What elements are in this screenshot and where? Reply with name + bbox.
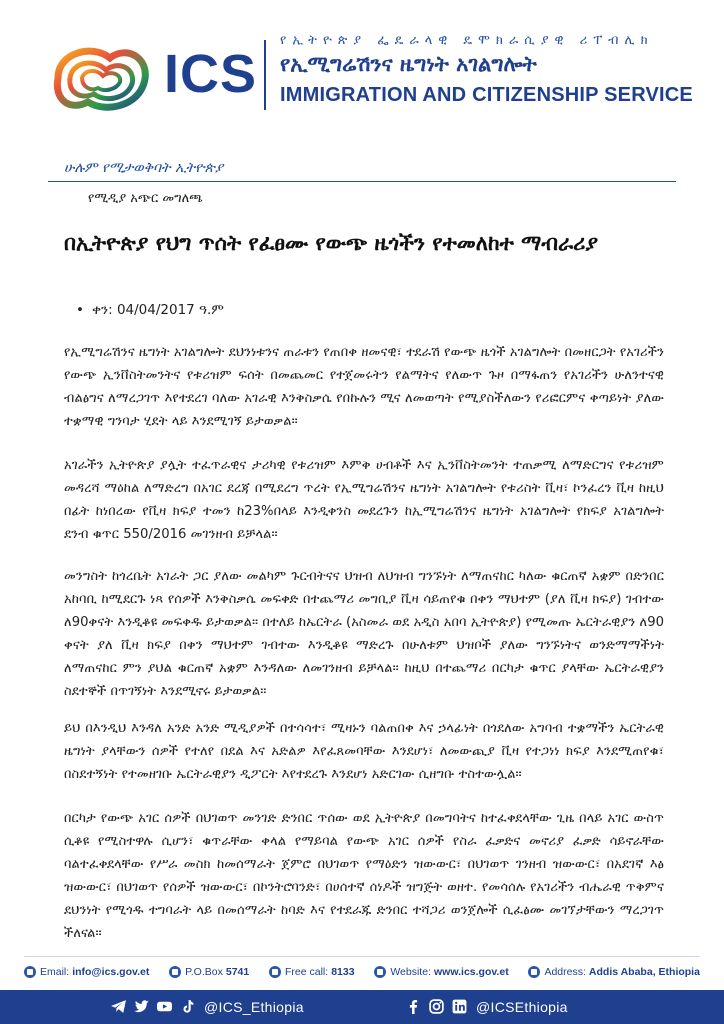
paragraph: የኢሚግሬሽንና ዜግነት አገልግሎት ደህንነቱንና ጠራቱን የጠበቀ ዘመናዊ፣ ተደራሽ የውጭ ዜጎች አገልግሎት በመዘርጋት የአገሪችን የውጭ ኢንቨስትመንትና የቱሪዝም ፍሰት በመጨመር የተጀመሩትን የልማትና የለውጥ ጉዞ በማፋጠን የአገሪችን ሁለንተናዊ ብልፅግና ለማረጋገጥ እየተደረገ ባለው አገራዊ እንቅስቃሴ የበኩሉን ሚና ለመወጣት የሚያስችለውን የሪፎርምና ቀጣይነት ያለው ተቋማዊ ግንባታ ሂደት ላይ እንደሚገኝ ይታወቃል።	[64, 345, 664, 429]
tagline: ሁሉም የሚታወቅባት ኢትዮጵያ	[64, 160, 224, 176]
freecall-label: Free call:	[285, 966, 329, 978]
globe-icon	[374, 966, 386, 978]
bullet-icon: •	[76, 302, 84, 318]
twitter-icon[interactable]	[133, 998, 150, 1015]
social-handle-right[interactable]: @ICSEthiopia	[476, 998, 568, 1015]
header-agency-name-english: IMMIGRATION AND CITIZENSHIP SERVICE	[280, 84, 693, 106]
address-label: Address:	[544, 966, 586, 978]
tagline-divider	[48, 181, 676, 182]
contact-website[interactable]	[374, 966, 508, 978]
document-date	[76, 302, 224, 318]
email-value[interactable]: info@ics.gov.et	[72, 966, 150, 978]
social-group-left	[110, 998, 304, 1015]
mailbox-icon	[169, 966, 181, 978]
header-agency-name-amharic: የኢሚግሬሽንና ዜግነት አገልግሎት	[280, 52, 537, 76]
ics-logo-icon	[48, 38, 158, 116]
document-title: በኢትዮጵያ የህግ ጥሰት የፈፀሙ የውጭ ዜጎችን የተመለከተ ማብራሪያ	[64, 231, 599, 255]
header-divider	[264, 40, 266, 110]
header-republic-name: የኢትዮጵያ ፌዴራላዊ ዴሞክራሲያዊ ሪፐብሊክ	[280, 33, 654, 48]
location-pin-icon	[528, 966, 540, 978]
contact-freecall[interactable]	[269, 966, 355, 978]
website-label: Website:	[390, 966, 431, 978]
paragraph: አገራችን ኢትዮጵያ ያሏት ተፈጥራዊና ታሪካዊ የቱሪዝም እምቅ ሀብቶች እና ኢንቨስትመንት ተጠቃሚ ለማድርግና የቱሪዝም መዳረሻ ማዕከል ለማድረግ በአገር ደረጃ በሚደረግ ጥረት የኢሚግሬሽንና ዜግነት አገልግሎት የቱሪስት ቪዛ፣ ኮንፈረን ቪዛ ከዚህ በፊት ከነበረው የቪዛ ክፍያ ተመን ከ23%በላይ እንዲቀንስ መደረጉን ከኢሚግሬሽንና ዜግነት አገልግሎት የክፍያ አገልግሎት ደንብ ቁጥር 550/2016 መገንዘብ ይቻላል።	[64, 458, 664, 542]
website-value[interactable]: www.ics.gov.et	[434, 966, 509, 978]
contact-bar	[24, 963, 700, 981]
paragraph: መንግስት ከጎረቤት አገራት ጋር ያለው መልካም ጉርብትናና ህዝብ ለህዝብ ግንኙነት ለማጠናከር ካለው ቁርጠኛ አቋም በድንበር አከባቢ ከሚደርጉ ነጻ የሰዎች እንቅስቃሴ መፍቀድ በተጨማሪ መግቢያ ቪዛ ሳይጠየቁ በቀን ማህተም (ያለ ቪዛ ክፍያ) ገብተው ለ90ቀናት እንዲቆዩ መፍቀዱ ይታወቃል። በተለይ ከኤርትራ (አስመራ ወደ አዲስ አበባ ኢትዮጵያ) የሚመጡ ኤርትራዊያን ለ90 ቀናት ያለ ቪዛ ክፍያ በቀን ማህተም ገብተው እንዲቆዩ ማድረጉ በሁለቱም ህዝቦች ያለው ግንኙነትና ወንድማማችነት ለማጠናከር ምን ያህል ቁርጠኛ አቋም እንዳለው ለመገንዘብ ይቻላል። ከዚህ በተጨማሪ በርካታ ቁጥር ያላቸው ኤርትራዊያን ስደተኞች በጥገኝነት እንደሚኖሩ ይታወቃል።	[64, 569, 664, 699]
facebook-icon[interactable]	[405, 998, 422, 1015]
telegram-icon[interactable]	[110, 998, 127, 1015]
social-group-right	[405, 998, 568, 1015]
contact-pobox	[169, 966, 249, 978]
contact-address	[528, 966, 699, 978]
pobox-label: P.O.Box	[185, 966, 223, 978]
contact-email[interactable]	[24, 966, 149, 978]
logo-text: ICS	[164, 44, 258, 104]
pobox-value: 5741	[225, 966, 250, 978]
instagram-icon[interactable]	[428, 998, 445, 1015]
email-icon	[24, 966, 36, 978]
tiktok-icon[interactable]	[179, 998, 196, 1015]
paragraph: በርካታ የውጭ አገር ሰዎች በህገወጥ መንገድ ድንበር ጥሰው ወደ ኢትዮጵያ በመግባትና ከተፈቀደላቸው ጊዜ በላይ አገር ውስጥ ሲቆዩ የሚስተዋሉ ሲሆን፣ ቁጥራቸው ቀላል የማይባል የውጭ አገር ሰዎች የስራ ፈቃድና መኖሪያ ፈቃድ ሳይኖራቸው ባልተፈቀደላቸው የሥራ መስክ ከመሰማራት ጀምሮ በህገወጥ የማዕድን ዝውውር፣ በህገወጥ ገንዘብ ዝውውር፣ በአደገኛ እፅ ዝውውር፣ በህገወጥ የሰዎች ዝውውር፣ በኮንትሮባንድ፣ በሀሰተኛ ሰነዶች ዝግጅት ወዘተ. የመሳሰሉ የአገሪችን ብሔራዊ ጥቅምና ደህንነት የሚጎዱ ተግባራት ላይ በመሰማራት ከባድ እና የተደራጁ ድንበር ተሻጋሪ ወንጀሎች ሲፈፅሙ መገኘታቸውን ማረጋገጥ ችለናል።	[64, 811, 664, 941]
document-subtitle: የሚዲያ አጭር መግለጫ	[88, 191, 203, 206]
social-footer	[0, 990, 724, 1024]
social-handle-left[interactable]: @ICS_Ethiopia	[204, 998, 304, 1015]
paragraph: ይህ በእንዲህ እንዳለ አንድ አንድ ሚዲያዎች በተሳሳተ፣ ሚዛኑን ባልጠበቀ እና ኃላፊነት በጎደለው አግባብ ተቋማችን ኤርትራዊ ዜግነት ያላቸውን ሰዎች የተለየ በደል እና አድልዎ እየፈጸመባቸው እንደሆነ፣ ለመውጪያ ቪዛ የተጋነነ ክፍያ እንደሚጠየቁ፣ በስደተኝነት የተመዘገቡ ኤርትራዊያን ዲፖርት እየተደረጉ እንደሆነ አድርገው ሲዘግቡ ተስተውሏል።	[64, 721, 664, 782]
phone-icon	[269, 966, 281, 978]
freecall-value[interactable]: 8133	[331, 966, 355, 978]
letterhead	[0, 0, 724, 140]
address-value: Addis Ababa, Ethiopia	[588, 966, 700, 978]
linkedin-icon[interactable]	[451, 998, 468, 1015]
contact-divider	[24, 956, 700, 957]
youtube-icon[interactable]	[156, 998, 173, 1015]
email-label: Email:	[40, 966, 70, 978]
date-text: ቀን: 04/04/2017 ዓ.ም	[91, 302, 224, 318]
